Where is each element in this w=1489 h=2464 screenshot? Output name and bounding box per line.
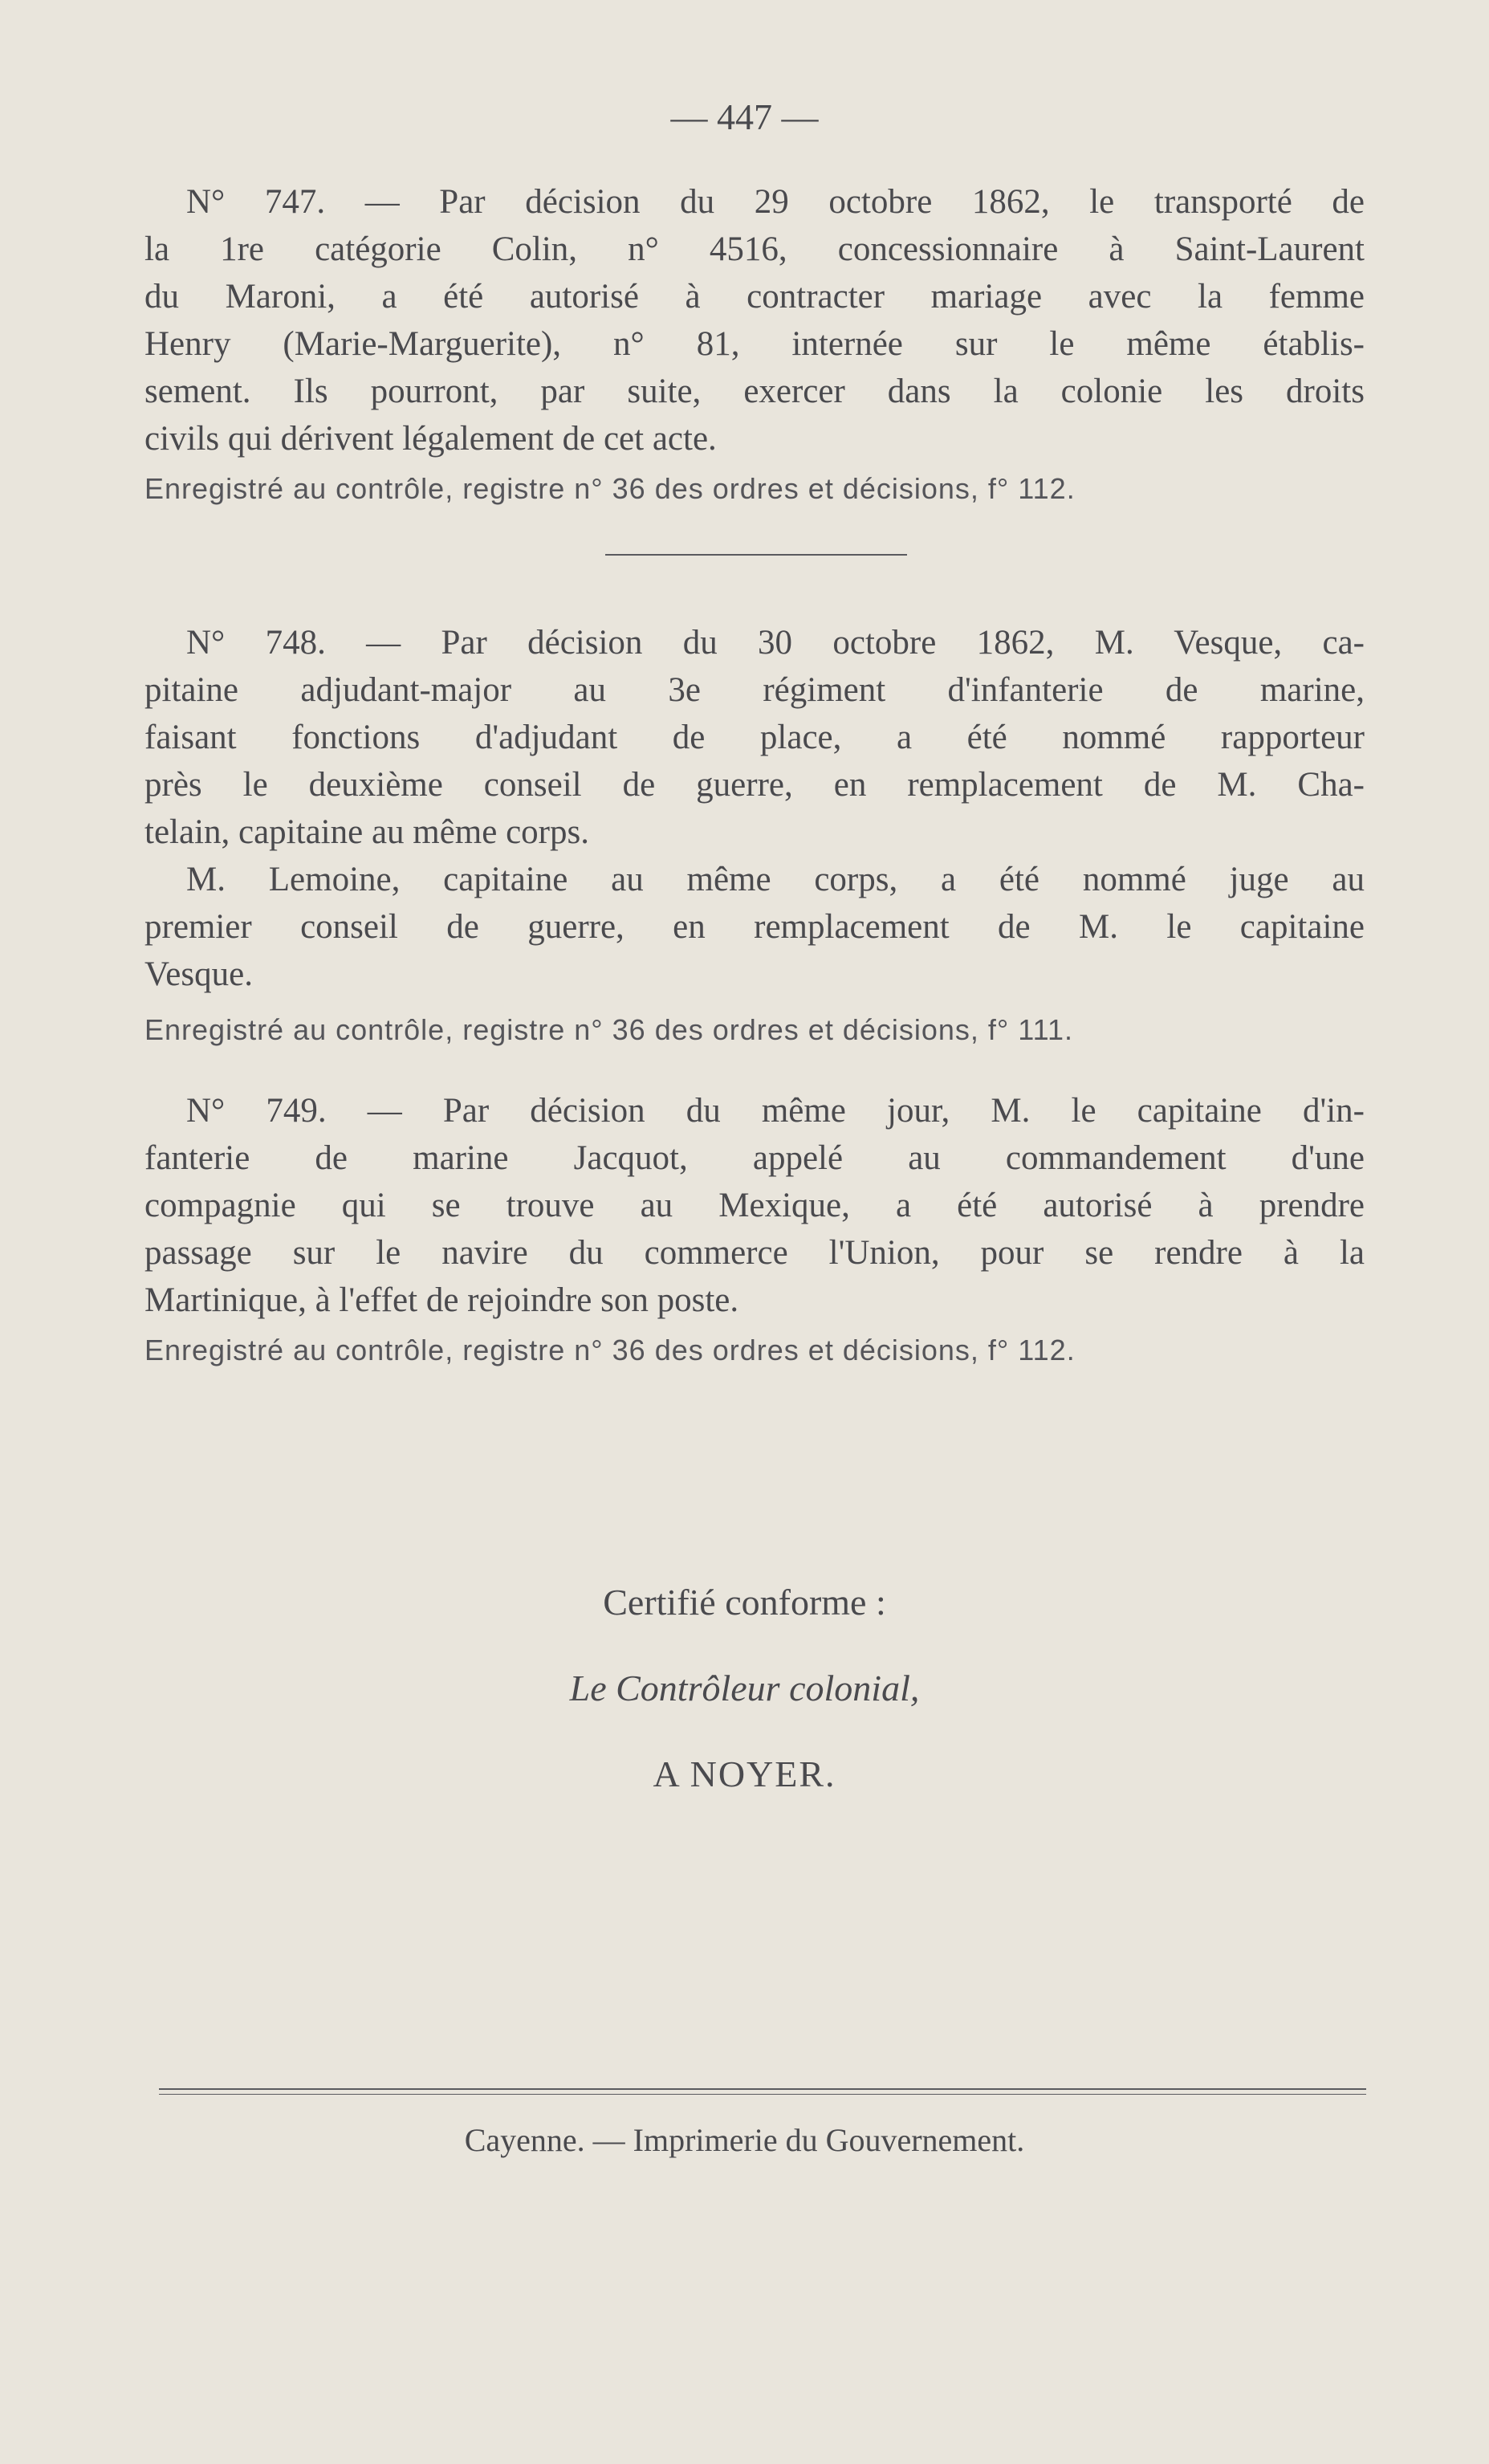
entry-line: sement. Ils pourront, par suite, exercer dans la colonie les droits <box>144 373 1365 410</box>
certified-line: Certifié conforme : <box>603 1582 886 1623</box>
entry-line: près le deuxième conseil de guerre, en remplacement de M. Cha- <box>144 766 1365 804</box>
registration-note: Enregistré au contrôle, registre n° 36 des ordres et décisions, f° 112. <box>144 1334 1076 1366</box>
printer-imprint: Cayenne. — Imprimerie du Gouvernement. <box>464 2122 1025 2158</box>
entry-line: la 1re catégorie Colin, n° 4516, concessionnaire à Saint-Laurent <box>144 230 1365 268</box>
footer-rule-bottom <box>159 2094 1366 2095</box>
registration-note: Enregistré au contrôle, registre n° 36 des ordres et décisions, f° 112. <box>144 472 1076 505</box>
separator-rule <box>605 554 907 556</box>
signatory-name: A NOYER. <box>653 1753 836 1794</box>
entry-line: Henry (Marie-Marguerite), n° 81, internée sur le même établis- <box>144 325 1365 363</box>
entry-line: faisant fonctions d'adjudant de place, a été nommé rapporteur <box>144 719 1365 756</box>
entry-line: civils qui dérivent légalement de cet acte. <box>144 420 717 458</box>
entry-line: compagnie qui se trouve au Mexique, a été autorisé à prendre <box>144 1187 1365 1224</box>
entry-line: telain, capitaine au même corps. <box>144 813 589 851</box>
entry-line: fanterie de marine Jacquot, appelé au commandement d'une <box>144 1139 1365 1177</box>
entry-line: Vesque. <box>144 955 253 993</box>
entry-line: du Maroni, a été autorisé à contracter mariage avec la femme <box>144 278 1365 316</box>
entry-line: Martinique, à l'effet de rejoindre son poste. <box>144 1281 739 1319</box>
entry-line: N° 747. — Par décision du 29 octobre 1862, le transporté de <box>186 183 1365 221</box>
registration-note: Enregistré au contrôle, registre n° 36 des ordres et décisions, f° 111. <box>144 1013 1074 1046</box>
entry-line: M. Lemoine, capitaine au même corps, a été nommé juge au <box>186 861 1365 898</box>
controller-title: Le Contrôleur colonial, <box>569 1668 920 1709</box>
entry-line: passage sur le navire du commerce l'Union, pour se rendre à la <box>144 1234 1365 1272</box>
footer-rule-top <box>159 2088 1366 2090</box>
entry-line: pitaine adjudant-major au 3e régiment d'infanterie de marine, <box>144 671 1365 709</box>
entry-line: N° 748. — Par décision du 30 octobre 1862, M. Vesque, ca- <box>186 624 1365 662</box>
entry-line: N° 749. — Par décision du même jour, M. le capitaine d'in- <box>186 1092 1365 1130</box>
page-number: — 447 — <box>670 96 819 137</box>
entry-line: premier conseil de guerre, en remplacement de M. le capitaine <box>144 908 1365 946</box>
